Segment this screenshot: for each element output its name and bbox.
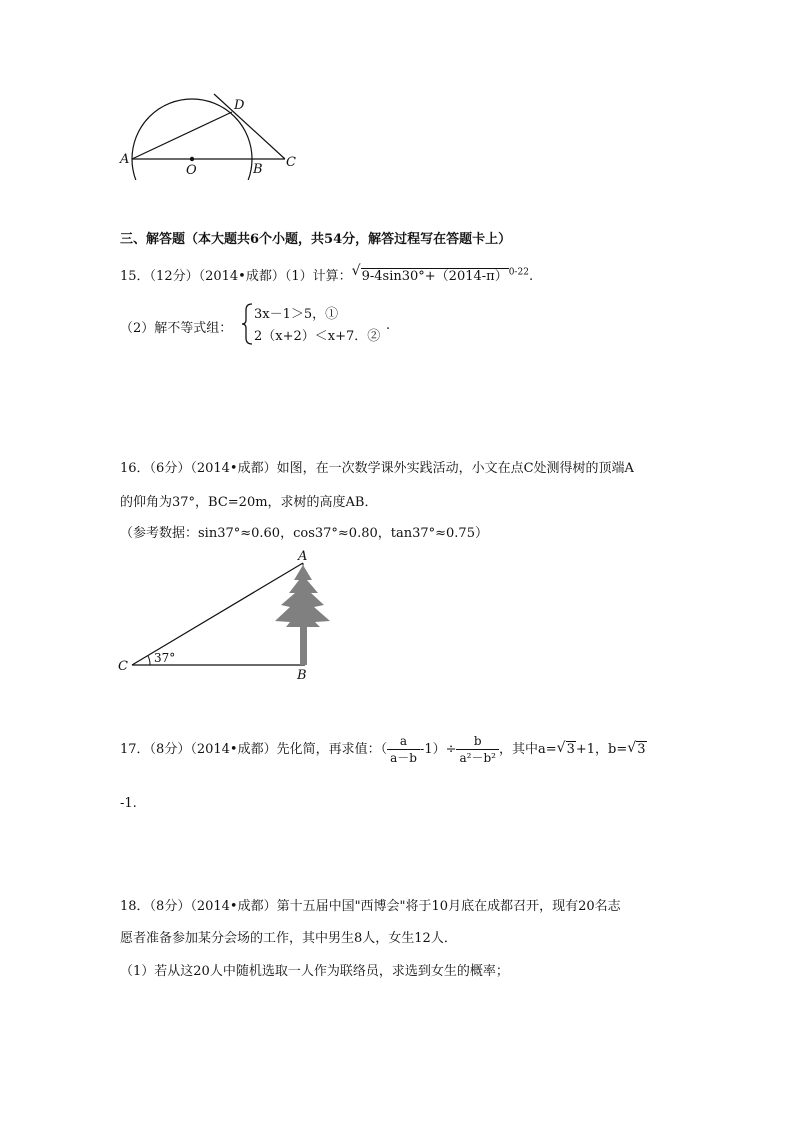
radical-icon: √ [556, 740, 566, 756]
q17-prefix: 17．（8分）（2014•成都）先化简，再求值：（ [120, 742, 388, 757]
q17-frac2 [456, 733, 498, 766]
q18-line3: （1）若从这20人中随机选取一人作为联络员，求选到女生的概率； [120, 964, 509, 979]
q16-line1: 16．（6分）（2014•成都）如图，在一次数学课外实践活动，小文在点C处测得树的顶端A [120, 461, 634, 476]
tree-figure [110, 545, 340, 685]
brace-icon [240, 302, 254, 346]
tangent-dc [214, 94, 285, 159]
q17-frac1-num: a [387, 733, 420, 750]
q15-sqrt [352, 265, 509, 284]
q17-line1 [120, 733, 647, 766]
radical-icon: √ [351, 263, 361, 279]
q15-ineq1: 3x－1＞5，① [254, 307, 339, 322]
q18-line2: 愿者准备参加某分会场的工作，其中男生8人，女生12人． [120, 931, 457, 946]
q15-sup: 2 [523, 267, 529, 278]
q17-sqrt-a [557, 740, 576, 760]
q17-b-rad: 3 [637, 742, 646, 757]
label-b: B [253, 162, 263, 177]
q15-line2-end: . [386, 318, 391, 333]
q17-where: ，其中a= [498, 742, 557, 757]
label-o: O [186, 163, 197, 178]
line-ca [132, 563, 303, 665]
q17-sqrt-b [627, 740, 646, 760]
q17-minus: -1）÷ [419, 742, 457, 757]
q17-frac1 [387, 733, 420, 766]
q15-end: . [528, 269, 534, 284]
q16-line2: 的仰角为37°，BC=20m，求树的高度AB． [120, 495, 378, 510]
label-tree-a: A [298, 549, 308, 564]
label-angle: 37° [154, 651, 176, 665]
q18-line1: 18．（8分）（2014•成都）第十五届中国"西博会"将于10月底在成都召开，现有20名志 [120, 899, 621, 914]
center-point-o [190, 157, 194, 161]
q17-frac1-den: a－b [390, 751, 417, 765]
q17-a-rad: 3 [566, 742, 575, 757]
label-d: D [234, 98, 245, 113]
q15-line1 [120, 265, 533, 284]
q15-expr: 9-4sin30°+（2014-π） [361, 269, 508, 284]
section-heading: 三、解答题（本大题共6个小题，共54分，解答过程写在答题卡上） [120, 232, 512, 247]
q15-exp: 0-2 [508, 267, 524, 278]
q17-frac2-den: a²－b² [459, 751, 496, 765]
q15-line2-prefix: （2）解不等式组： [120, 321, 233, 336]
q15-prefix: 15．（12分）（2014•成都）（1）计算： [120, 269, 352, 284]
label-tree-c: C [118, 659, 128, 674]
label-tree-b: B [297, 668, 307, 683]
q16-line3: （参考数据：sin37°≈0.60，cos37°≈0.80，tan37°≈0.75） [120, 526, 488, 541]
label-c: C [286, 155, 296, 170]
q17-a-tail: +1，b= [575, 742, 628, 757]
label-a: A [120, 152, 130, 167]
q17-line2: -1. [120, 796, 137, 811]
angle-arc [148, 656, 150, 665]
q17-frac2-num: b [456, 733, 498, 750]
circle-figure [110, 90, 310, 180]
radical-icon: √ [627, 740, 637, 756]
q15-ineq2: 2（x+2）＜x+7．② [254, 329, 381, 344]
tree-icon [275, 565, 330, 665]
tree-figure-svg [110, 545, 340, 685]
circle-figure-svg [110, 90, 310, 180]
